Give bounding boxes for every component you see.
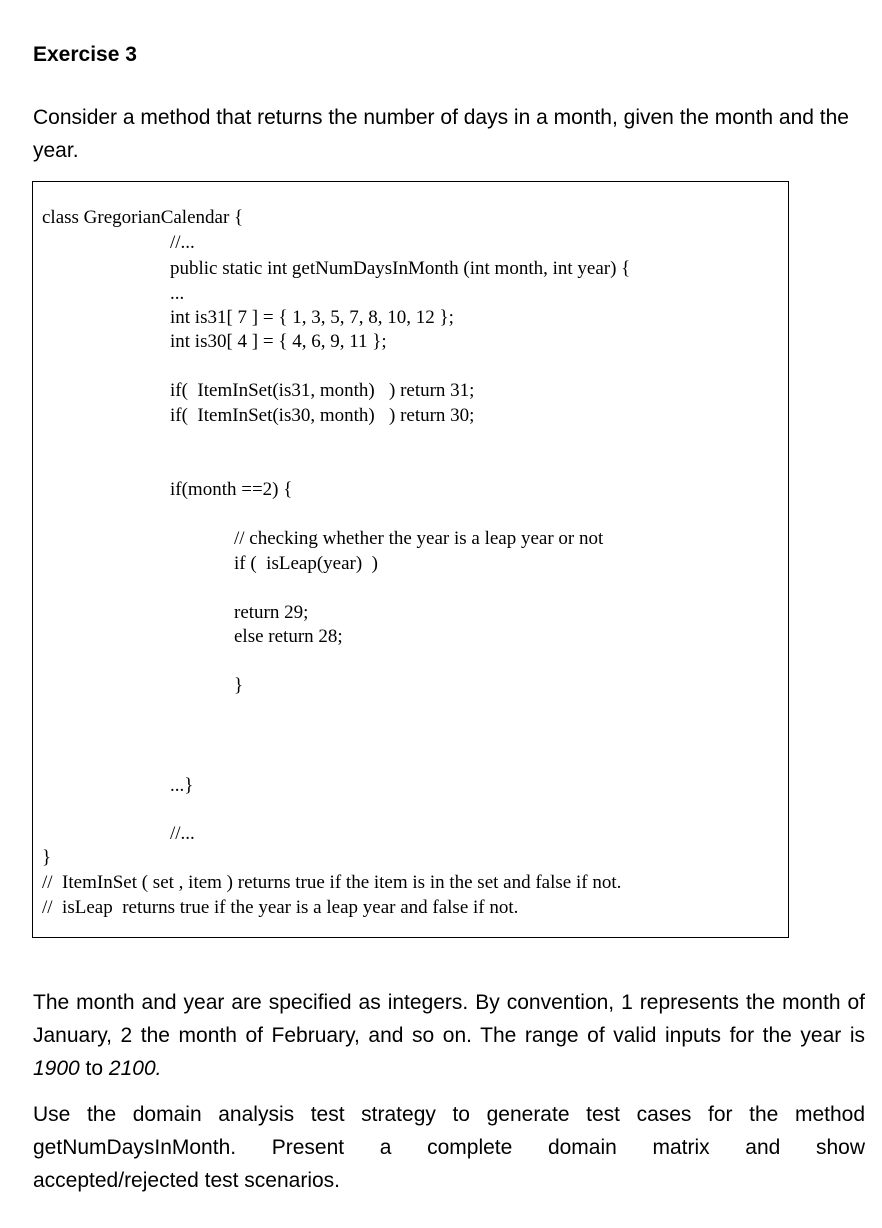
intro-paragraph: Consider a method that returns the number of days in a month, given the month and the year. — [33, 106, 849, 162]
code-line-if30: if( ItemInSet(is30, month) ) return 30; — [170, 405, 475, 426]
task-paragraph — [33, 1098, 865, 1197]
code-box — [32, 181, 789, 938]
code-line-leap-comment: // checking whether the year is a leap year or not — [234, 528, 604, 549]
code-line-comment-end: //... — [170, 823, 195, 844]
code-line-is30: int is30[ 4 ] = { 4, 6, 9, 11 }; — [170, 331, 387, 352]
task-line-2: getNumDaysInMonth. Present a complete domain matrix and show — [33, 1136, 865, 1159]
range-to: to — [79, 1057, 109, 1080]
code-line-method: public static int getNumDaysInMonth (int month, int year) { — [170, 258, 631, 279]
code-line-close-class: } — [42, 847, 52, 868]
code-line-return29: return 29; — [234, 602, 309, 623]
code-note-iteminset: // ItemInSet ( set , item ) returns true if the item is in the set and false if not. — [42, 872, 622, 893]
code-line-is31: int is31[ 7 ] = { 1, 3, 5, 7, 8, 10, 12 }; — [170, 307, 454, 328]
code-line-class: class GregorianCalendar { — [42, 207, 244, 228]
task-line-3: accepted/rejected test scenarios. — [33, 1169, 341, 1192]
exercise-title: Exercise 3 — [33, 43, 137, 66]
task-line-1: Use the domain analysis test strategy to generate test cases for the method — [33, 1103, 865, 1126]
input-spec-text: The month and year are specified as integers. By convention, 1 represents the month of January, 2 the month of February, and so on. The range of valid inputs for the year is — [33, 991, 865, 1047]
year-max: 2100. — [108, 1057, 162, 1080]
code-line-comment: //... — [170, 232, 195, 253]
code-line-if-month: if(month ==2) { — [170, 479, 293, 500]
code-note-isleap: // isLeap returns true if the year is a leap year and false if not. — [42, 897, 519, 918]
code-line-return28: else return 28; — [234, 626, 343, 647]
code-line-if-isleap: if ( isLeap(year) ) — [234, 553, 379, 574]
year-min: 1900 — [33, 1057, 80, 1080]
input-spec-paragraph — [33, 986, 865, 1085]
code-line-close-method: ...} — [170, 775, 194, 796]
code-line-close-if: } — [234, 675, 244, 696]
code-line-ellipsis: ... — [170, 283, 185, 304]
code-line-if31: if( ItemInSet(is31, month) ) return 31; — [170, 380, 475, 401]
